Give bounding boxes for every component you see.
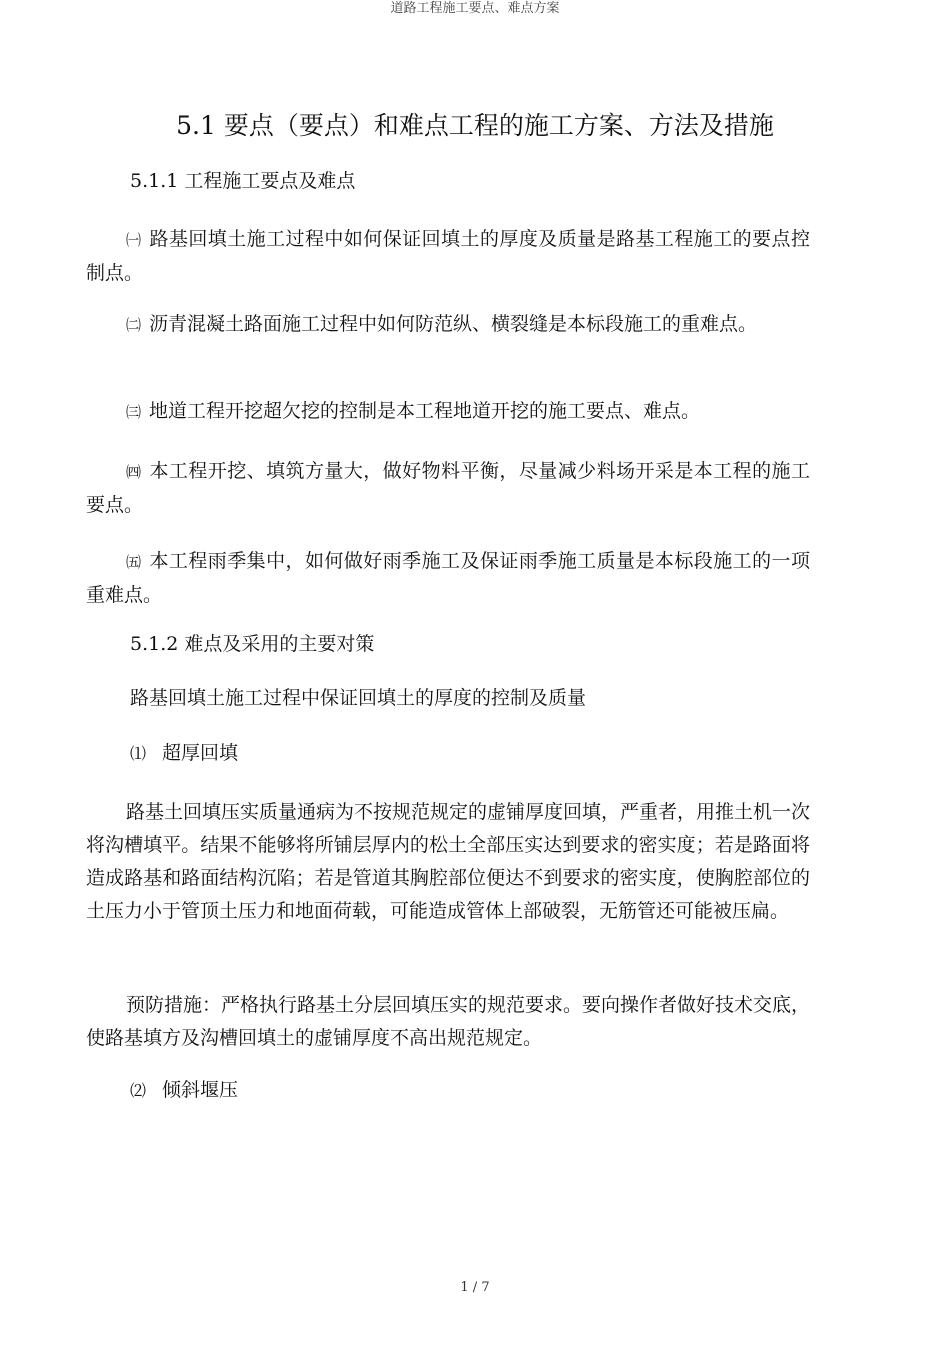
list-item-text: 本工程开挖、填筑方量大，做好物料平衡，尽量减少料场开采是本工程的施工要点。 <box>86 460 810 516</box>
numbered-point <box>130 738 238 769</box>
point-title: 倾斜堰压 <box>162 1079 239 1101</box>
numbered-point <box>130 1075 238 1106</box>
list-marker: ㈠ <box>126 231 142 249</box>
subsection-heading-5-1-2: 5.1.2 难点及采用的主要对策 <box>130 633 375 655</box>
point-title: 超厚回填 <box>162 742 239 764</box>
list-marker: ㈡ <box>126 316 142 334</box>
running-header: 道路工程施工要点、难点方案 <box>390 1 560 16</box>
point-number: ⑵ <box>130 1081 147 1100</box>
point-number: ⑴ <box>130 744 147 763</box>
list-item-text: 地道工程开挖超欠挖的控制是本工程地道开挖的施工要点、难点。 <box>149 400 701 422</box>
list-item <box>86 545 810 612</box>
body-paragraph: 路基土回填压实质量通病为不按规范规定的虚铺厚度回填，严重者，用推土机一次将沟槽填平。结果不能够将所铺层厚内的松土全部压实达到要求的密实度；若是路面将造成路基和路面结构沉陷；若是管道其胸腔部位便达不到要求的密实度，使胸腔部位的土压力小于管顶土压力和地面荷载，可能造成管体上部破裂，无筋管还可能被压扁。 <box>86 801 811 922</box>
section-title: 5.1 要点（要点）和难点工程的施工方案、方法及措施 <box>176 111 774 140</box>
list-item <box>86 223 810 290</box>
list-item <box>86 395 810 429</box>
list-marker: ㈢ <box>126 403 142 421</box>
list-item <box>86 308 810 342</box>
list-item-text: 路基回填土施工过程中如何保证回填土的厚度及质量是路基工程施工的要点控制点。 <box>86 228 810 284</box>
list-item-text: 沥青混凝土路面施工过程中如何防范纵、横裂缝是本标段施工的重难点。 <box>149 313 758 335</box>
subsection-heading-5-1-1: 5.1.1 工程施工要点及难点 <box>130 170 356 192</box>
body-paragraph: 预防措施：严格执行路基土分层回填压实的规范要求。要向操作者做好技术交底，使路基填方及沟槽回填土的虚铺厚度不高出规范规定。 <box>86 994 811 1049</box>
list-marker: ㈣ <box>126 463 142 481</box>
page-number: 1 / 7 <box>460 1280 490 1295</box>
list-item-text: 本工程雨季集中，如何做好雨季施工及保证雨季施工质量是本标段施工的一项重难点。 <box>86 550 810 606</box>
topic-line: 路基回填土施工过程中保证回填土的厚度的控制及质量 <box>130 687 587 709</box>
list-marker: ㈤ <box>126 553 142 571</box>
list-item <box>86 455 810 522</box>
